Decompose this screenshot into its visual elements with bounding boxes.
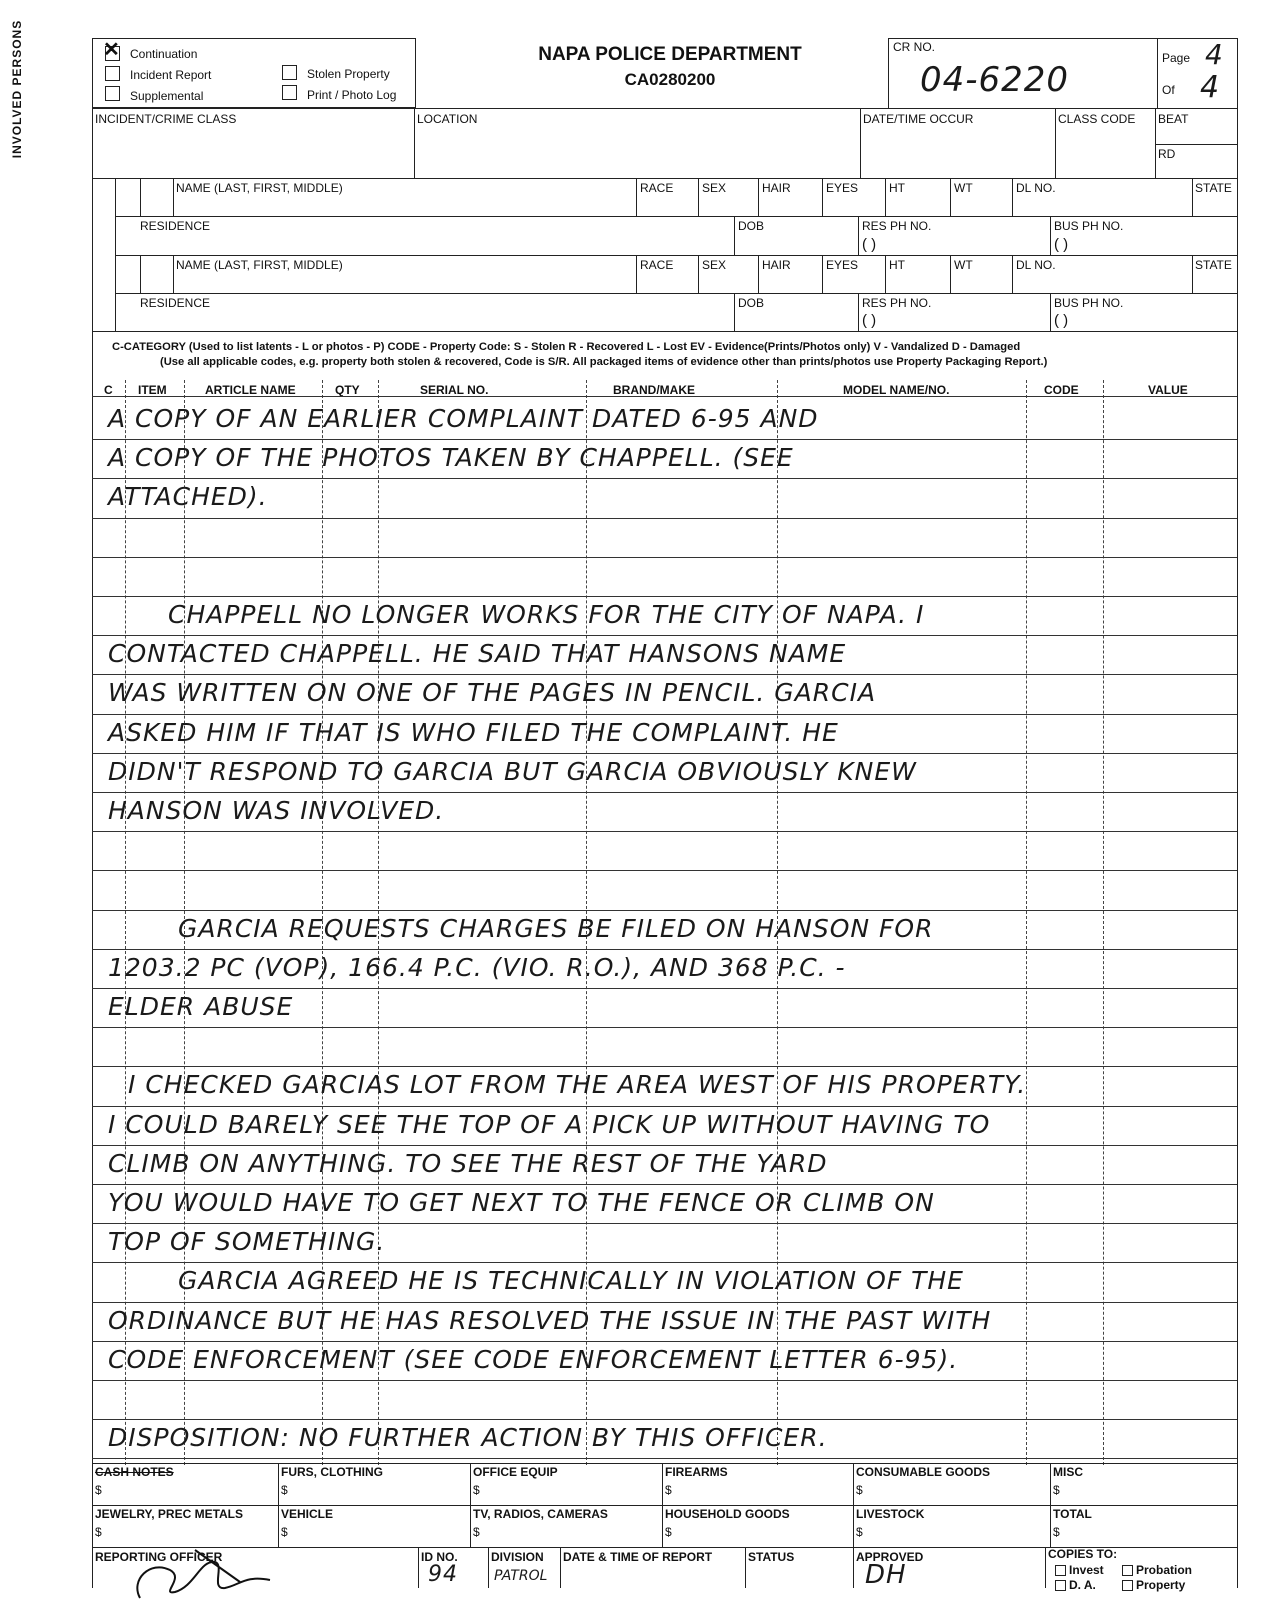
col-qty: QTY: [335, 383, 360, 397]
id-no-value: 94: [428, 1562, 458, 1587]
residence-label-2: RESIDENCE: [140, 296, 211, 310]
dob-label-1: DOB: [738, 219, 765, 233]
narrative-line: A COPY OF THE PHOTOS TAKEN BY CHAPPELL. (SEE: [108, 443, 794, 473]
eyes-label-2: EYES: [826, 258, 859, 272]
narrative-rule: [92, 1262, 1237, 1263]
narrative-rule: [92, 439, 1237, 440]
consumable-goods-label: CONSUMABLE GOODS: [856, 1465, 991, 1479]
checkmark-icon: ✕: [103, 39, 120, 61]
race-label-2: RACE: [640, 258, 674, 272]
of-value: 4: [1200, 70, 1221, 105]
date-time-occur-label: DATE/TIME OCCUR: [863, 112, 974, 126]
narrative-rule: [92, 1302, 1237, 1303]
cash-notes-dollar: $: [95, 1483, 102, 1497]
bus-ph-parens-1: ( ): [1054, 236, 1069, 253]
narrative-rule: [92, 831, 1237, 832]
furs-clothing-dollar: $: [281, 1483, 288, 1497]
reporting-officer-label: REPORTING OFFICER: [95, 1550, 223, 1564]
narrative-rule: [92, 753, 1237, 754]
narrative-top-rule: [92, 396, 1237, 397]
approved-label: APPROVED: [856, 1550, 924, 1564]
probation-checkbox[interactable]: [1122, 1565, 1133, 1576]
copies-to-label: COPIES TO:: [1048, 1547, 1118, 1561]
narrative-line: GARCIA AGREED HE IS TECHNICALLY IN VIOLATION OF THE: [178, 1266, 964, 1296]
narrative-rule: [92, 1066, 1237, 1067]
tv-radios-label: TV, RADIOS, CAMERAS: [473, 1507, 608, 1521]
misc-dollar: $: [1053, 1483, 1060, 1497]
narrative-rule: [92, 949, 1237, 950]
narrative-rule: [92, 1223, 1237, 1224]
incident-report-label: Incident Report: [130, 68, 212, 82]
narrative-rule: [92, 674, 1237, 675]
narrative-rule: [92, 478, 1237, 479]
household-goods-dollar: $: [665, 1525, 672, 1539]
narrative-line: ASKED HIM IF THAT IS WHO FILED THE COMPLAINT. HE: [108, 717, 839, 747]
narrative-rule: [92, 518, 1237, 519]
property-checkbox[interactable]: [1122, 1580, 1133, 1591]
race-label-1: RACE: [640, 181, 674, 195]
narrative-line: ELDER ABUSE: [108, 992, 294, 1021]
narrative-rule: [92, 1027, 1237, 1028]
firearms-label: FIREARMS: [665, 1465, 728, 1479]
vehicle-dollar: $: [281, 1525, 288, 1539]
narrative-line: 1203.2 PC (VOP), 166.4 P.C. (VIO. R.O.), AND 368 P.C. -: [108, 952, 846, 982]
col-code: CODE: [1044, 383, 1079, 397]
name-label-2: NAME (LAST, FIRST, MIDDLE): [176, 258, 343, 272]
ht-label-2: HT: [889, 258, 905, 272]
furs-clothing-label: FURS, CLOTHING: [281, 1465, 383, 1479]
narrative-rule: [92, 1458, 1237, 1459]
narrative-rule: [92, 1106, 1237, 1107]
supplemental-label: Supplemental: [130, 89, 204, 103]
consumable-goods-dollar: $: [856, 1483, 863, 1497]
total-dollar: $: [1053, 1525, 1060, 1539]
res-ph-label-2: RES PH NO.: [862, 296, 932, 310]
narrative-line: ATTACHED).: [108, 482, 268, 512]
col-serial-no: SERIAL NO.: [420, 383, 489, 397]
col-item: ITEM: [138, 383, 167, 397]
hair-label-2: HAIR: [762, 258, 791, 272]
stolen-property-checkbox[interactable]: [282, 65, 297, 80]
state-label-1: STATE: [1195, 181, 1232, 195]
invest-checkbox[interactable]: [1055, 1565, 1066, 1576]
state-label-2: STATE: [1195, 258, 1232, 272]
office-equip-dollar: $: [473, 1483, 480, 1497]
sex-label-2: SEX: [702, 258, 727, 272]
total-label: TOTAL: [1053, 1507, 1092, 1521]
bus-ph-parens-2: ( ): [1054, 312, 1069, 329]
res-ph-label-1: RES PH NO.: [862, 219, 932, 233]
res-ph-parens-1: ( ): [862, 236, 877, 253]
tv-radios-dollar: $: [473, 1525, 480, 1539]
col-model: MODEL NAME/NO.: [843, 383, 950, 397]
jewelry-dollar: $: [95, 1525, 102, 1539]
department-name: NAPA POLICE DEPARTMENT: [538, 44, 802, 65]
firearms-dollar: $: [665, 1483, 672, 1497]
officer-signature: [100, 1540, 280, 1600]
narrative-line: DIDN'T RESPOND TO GARCIA BUT GARCIA OBVIOUSLY KNEW: [108, 756, 917, 786]
name-label-1: NAME (LAST, FIRST, MIDDLE): [176, 181, 343, 195]
household-goods-label: HOUSEHOLD GOODS: [665, 1507, 790, 1521]
continuation-label: Continuation: [130, 47, 198, 61]
residence-label-1: RESIDENCE: [140, 219, 211, 233]
dob-label-2: DOB: [738, 296, 765, 310]
narrative-rule: [92, 1419, 1237, 1420]
category-notes-line1: C-CATEGORY (Used to list latents - L or photos - P) CODE - Property Code: S - Stolen R - Recovered L - Lost EV - Evidence(Prints/Photos only) V - Vandalized D - Damaged: [112, 341, 1021, 353]
vehicle-label: VEHICLE: [281, 1507, 334, 1521]
rd-label: RD: [1158, 147, 1176, 161]
approved-value: DH: [865, 1560, 907, 1590]
livestock-dollar: $: [856, 1525, 863, 1539]
narrative-rule: [92, 714, 1237, 715]
dl-no-label-1: DL NO.: [1016, 181, 1056, 195]
narrative-line: GARCIA REQUESTS CHARGES BE FILED ON HANSON FOR: [178, 913, 934, 943]
narrative-line: HANSON WAS INVOLVED.: [108, 796, 445, 825]
misc-label: MISC: [1053, 1465, 1083, 1479]
narrative-line: YOU WOULD HAVE TO GET NEXT TO THE FENCE OR CLIMB ON: [108, 1188, 935, 1217]
category-notes-line2: (Use all applicable codes, e.g. property both stolen & recovered, Code is S/R. All packaged items of evidence other than prints/photos use Property Packaging Report.): [160, 356, 1048, 368]
narrative-rule: [92, 1184, 1237, 1185]
narrative-rule: [92, 1341, 1237, 1342]
narrative-line: A COPY OF AN EARLIER COMPLAINT DATED 6-95 AND: [108, 404, 819, 433]
beat-label: BEAT: [1158, 112, 1189, 126]
narrative-rule: [92, 596, 1237, 597]
da-checkbox[interactable]: [1055, 1580, 1066, 1591]
narrative-rule: [92, 557, 1237, 558]
bus-ph-label-1: BUS PH NO.: [1054, 219, 1124, 233]
narrative-line: CHAPPELL NO LONGER WORKS FOR THE CITY OF NAPA. I: [168, 600, 925, 629]
eyes-label-1: EYES: [826, 181, 859, 195]
narrative-rule: [92, 792, 1237, 793]
status-label: STATUS: [748, 1550, 795, 1564]
probation-label: Probation: [1136, 1563, 1192, 1577]
date-time-report-label: DATE & TIME OF REPORT: [563, 1550, 713, 1564]
col-value: VALUE: [1148, 383, 1188, 397]
class-code-label: CLASS CODE: [1058, 112, 1136, 126]
dl-no-label-2: DL NO.: [1016, 258, 1056, 272]
invest-label: Invest: [1069, 1563, 1104, 1577]
cr-no-label: CR NO.: [893, 40, 935, 54]
print-photo-log-checkbox[interactable]: [282, 85, 297, 100]
page-label: Page: [1162, 51, 1191, 65]
property-label: Property: [1136, 1578, 1186, 1592]
id-no-label: ID NO.: [421, 1550, 458, 1564]
stolen-property-label: Stolen Property: [307, 67, 390, 81]
narrative-rule: [92, 635, 1237, 636]
narrative-rule: [92, 1145, 1237, 1146]
narrative-line: TOP OF SOMETHING.: [108, 1227, 386, 1257]
cash-notes-label: CASH NOTES: [95, 1465, 174, 1479]
narrative-line: I COULD BARELY SEE THE TOP OF A PICK UP WITHOUT HAVING TO: [108, 1109, 991, 1139]
print-photo-log-label: Print / Photo Log: [307, 88, 397, 102]
location-label: LOCATION: [417, 112, 478, 126]
sex-label-1: SEX: [702, 181, 727, 195]
cr-no-value: 04-6220: [920, 60, 1070, 100]
office-equip-label: OFFICE EQUIP: [473, 1465, 558, 1479]
page-value: 4: [1205, 38, 1224, 71]
of-label: Of: [1162, 83, 1175, 97]
res-ph-parens-2: ( ): [862, 312, 877, 329]
narrative-line: CONTACTED CHAPPELL. HE SAID THAT HANSONS NAME: [108, 639, 847, 669]
jewelry-label: JEWELRY, PREC METALS: [95, 1507, 244, 1521]
narrative-rule: [92, 988, 1237, 989]
supplemental-checkbox[interactable]: [105, 86, 120, 101]
hair-label-1: HAIR: [762, 181, 791, 195]
wt-label-2: WT: [954, 258, 973, 272]
col-brand-make: BRAND/MAKE: [613, 383, 695, 397]
narrative-rule: [92, 910, 1237, 911]
bus-ph-label-2: BUS PH NO.: [1054, 296, 1124, 310]
narrative-rule: [92, 1380, 1237, 1381]
narrative-rule: [92, 870, 1237, 871]
narrative-line: ORDINANCE BUT HE HAS RESOLVED THE ISSUE IN THE PAST WITH: [108, 1305, 992, 1335]
involved-persons-label: INVOLVED PERSONS: [10, 19, 24, 159]
narrative-line: WAS WRITTEN ON ONE OF THE PAGES IN PENCIL. GARCIA: [108, 678, 877, 708]
wt-label-1: WT: [954, 181, 973, 195]
narrative-line: CLIMB ON ANYTHING. TO SEE THE REST OF THE YARD: [108, 1148, 828, 1178]
da-label: D. A.: [1069, 1578, 1096, 1592]
incident-report-checkbox[interactable]: [105, 66, 120, 81]
col-c: C: [104, 383, 113, 397]
narrative-line: DISPOSITION: NO FURTHER ACTION BY THIS OFFICER.: [108, 1423, 828, 1453]
narrative-line: I CHECKED GARCIAS LOT FROM THE AREA WEST OF HIS PROPERTY.: [128, 1070, 1027, 1100]
narrative-line: CODE ENFORCEMENT (SEE CODE ENFORCEMENT LETTER 6-95).: [108, 1344, 959, 1374]
col-article-name: ARTICLE NAME: [205, 383, 296, 397]
division-value: PATROL: [494, 1568, 548, 1584]
livestock-label: LIVESTOCK: [856, 1507, 925, 1521]
ori-code: CA0280200: [624, 70, 716, 89]
ht-label-1: HT: [889, 181, 905, 195]
division-label: DIVISION: [491, 1550, 544, 1564]
incident-class-label: INCIDENT/CRIME CLASS: [95, 112, 237, 126]
